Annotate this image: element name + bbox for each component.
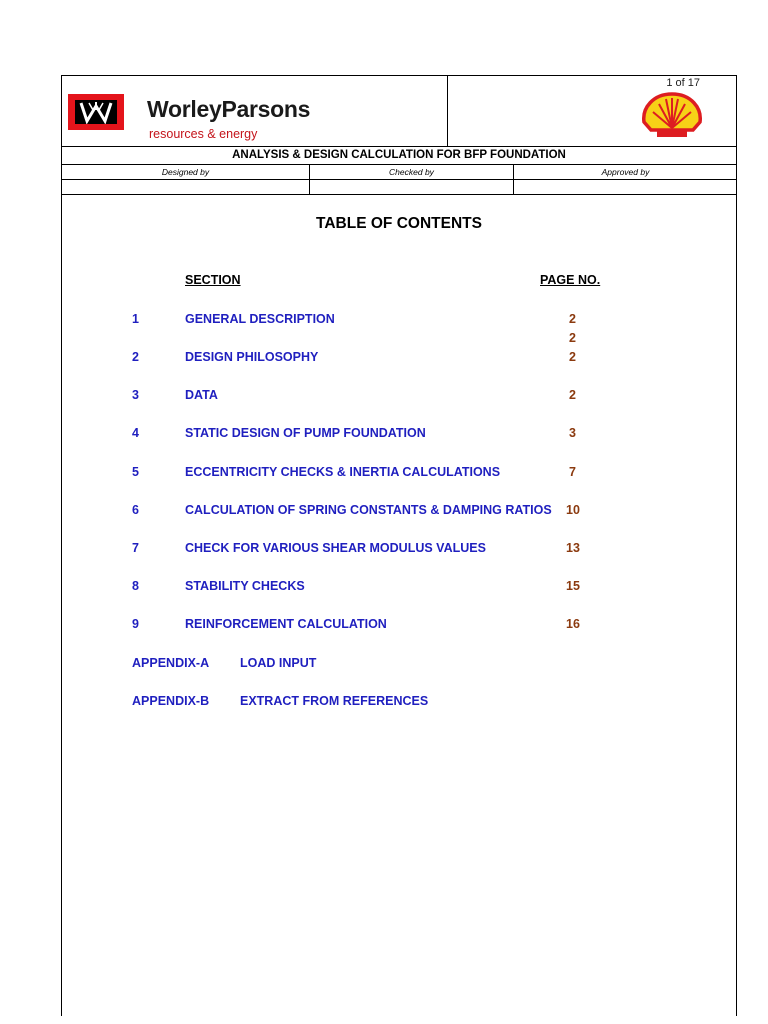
toc-entry-page: 7 (569, 465, 576, 479)
toc-entry[interactable] (62, 312, 736, 328)
toc-entry-page: 15 (566, 579, 580, 593)
page-counter: 1 of 17 (666, 77, 700, 89)
toc-entry[interactable] (62, 426, 736, 442)
toc-entry[interactable] (62, 465, 736, 481)
toc-title: TABLE OF CONTENTS (316, 215, 482, 232)
toc-entry-number: 1 (132, 312, 139, 326)
signature-divider (62, 194, 736, 195)
designed-by-cell (62, 165, 309, 195)
toc-entry-page: 2 (569, 312, 576, 326)
checked-by-label: Checked by (310, 165, 513, 180)
toc-entry-page: 10 (566, 503, 580, 517)
document-frame (61, 75, 737, 1016)
toc-entry[interactable] (62, 350, 736, 366)
document-title: ANALYSIS & DESIGN CALCULATION FOR BFP FOUNDATION (62, 146, 736, 165)
appendix-entry[interactable] (62, 656, 736, 672)
brand-tagline: resources & energy (149, 127, 258, 141)
header-divider (447, 76, 448, 146)
toc-entry-number: 9 (132, 617, 139, 631)
approved-by-label: Approved by (514, 165, 737, 180)
toc-entry-title: DESIGN PHILOSOPHY (185, 350, 319, 364)
toc-entry-number: 7 (132, 541, 139, 555)
toc-entry-title: DATA (185, 388, 218, 402)
section-column-header: SECTION (185, 273, 241, 287)
appendix-label: APPENDIX-B (132, 694, 210, 708)
toc-entry-number: 4 (132, 426, 139, 440)
toc-entry[interactable] (62, 503, 736, 519)
designed-by-label: Designed by (62, 165, 309, 180)
toc-entry (62, 331, 736, 347)
toc-entry-title: STABILITY CHECKS (185, 579, 305, 593)
appendix-title: EXTRACT FROM REFERENCES (240, 694, 429, 708)
toc-entry-number: 2 (132, 350, 139, 364)
toc-entry-page: 16 (566, 617, 580, 631)
toc-entry-title: STATIC DESIGN OF PUMP FOUNDATION (185, 426, 426, 440)
toc-entry-page: 3 (569, 426, 576, 440)
toc-entry[interactable] (62, 388, 736, 404)
toc-entry[interactable] (62, 541, 736, 557)
brand-name: WorleyParsons (147, 96, 311, 122)
toc-entry-title: CALCULATION OF SPRING CONSTANTS & DAMPING RATIOS (185, 503, 552, 517)
shell-logo-icon (639, 90, 705, 145)
toc-entry-number: 3 (132, 388, 139, 402)
toc-entry-title: CHECK FOR VARIOUS SHEAR MODULUS VALUES (185, 541, 486, 555)
toc-entry-title: ECCENTRICITY CHECKS & INERTIA CALCULATIONS (185, 465, 501, 479)
page-column-header: PAGE NO. (540, 273, 601, 287)
approved-by-cell (513, 165, 737, 195)
signature-block (62, 165, 736, 195)
appendix-label: APPENDIX-A (132, 656, 210, 670)
toc-entry-number: 8 (132, 579, 139, 593)
toc-entry-page: 2 (569, 331, 576, 345)
toc-entry[interactable] (62, 579, 736, 595)
toc-entry-title: REINFORCEMENT CALCULATION (185, 617, 387, 631)
toc-entry-page: 13 (566, 541, 580, 555)
toc-entry[interactable] (62, 617, 736, 633)
toc-entry-number: 6 (132, 503, 139, 517)
worleyparsons-logo-icon (68, 94, 124, 130)
toc-entry-title: GENERAL DESCRIPTION (185, 312, 335, 326)
toc-entry-page: 2 (569, 350, 576, 364)
appendix-entry[interactable] (62, 694, 736, 710)
document-header (62, 76, 736, 146)
appendix-title: LOAD INPUT (240, 656, 317, 670)
toc-entry-page: 2 (569, 388, 576, 402)
toc-entry-number: 5 (132, 465, 139, 479)
checked-by-cell (309, 165, 513, 195)
